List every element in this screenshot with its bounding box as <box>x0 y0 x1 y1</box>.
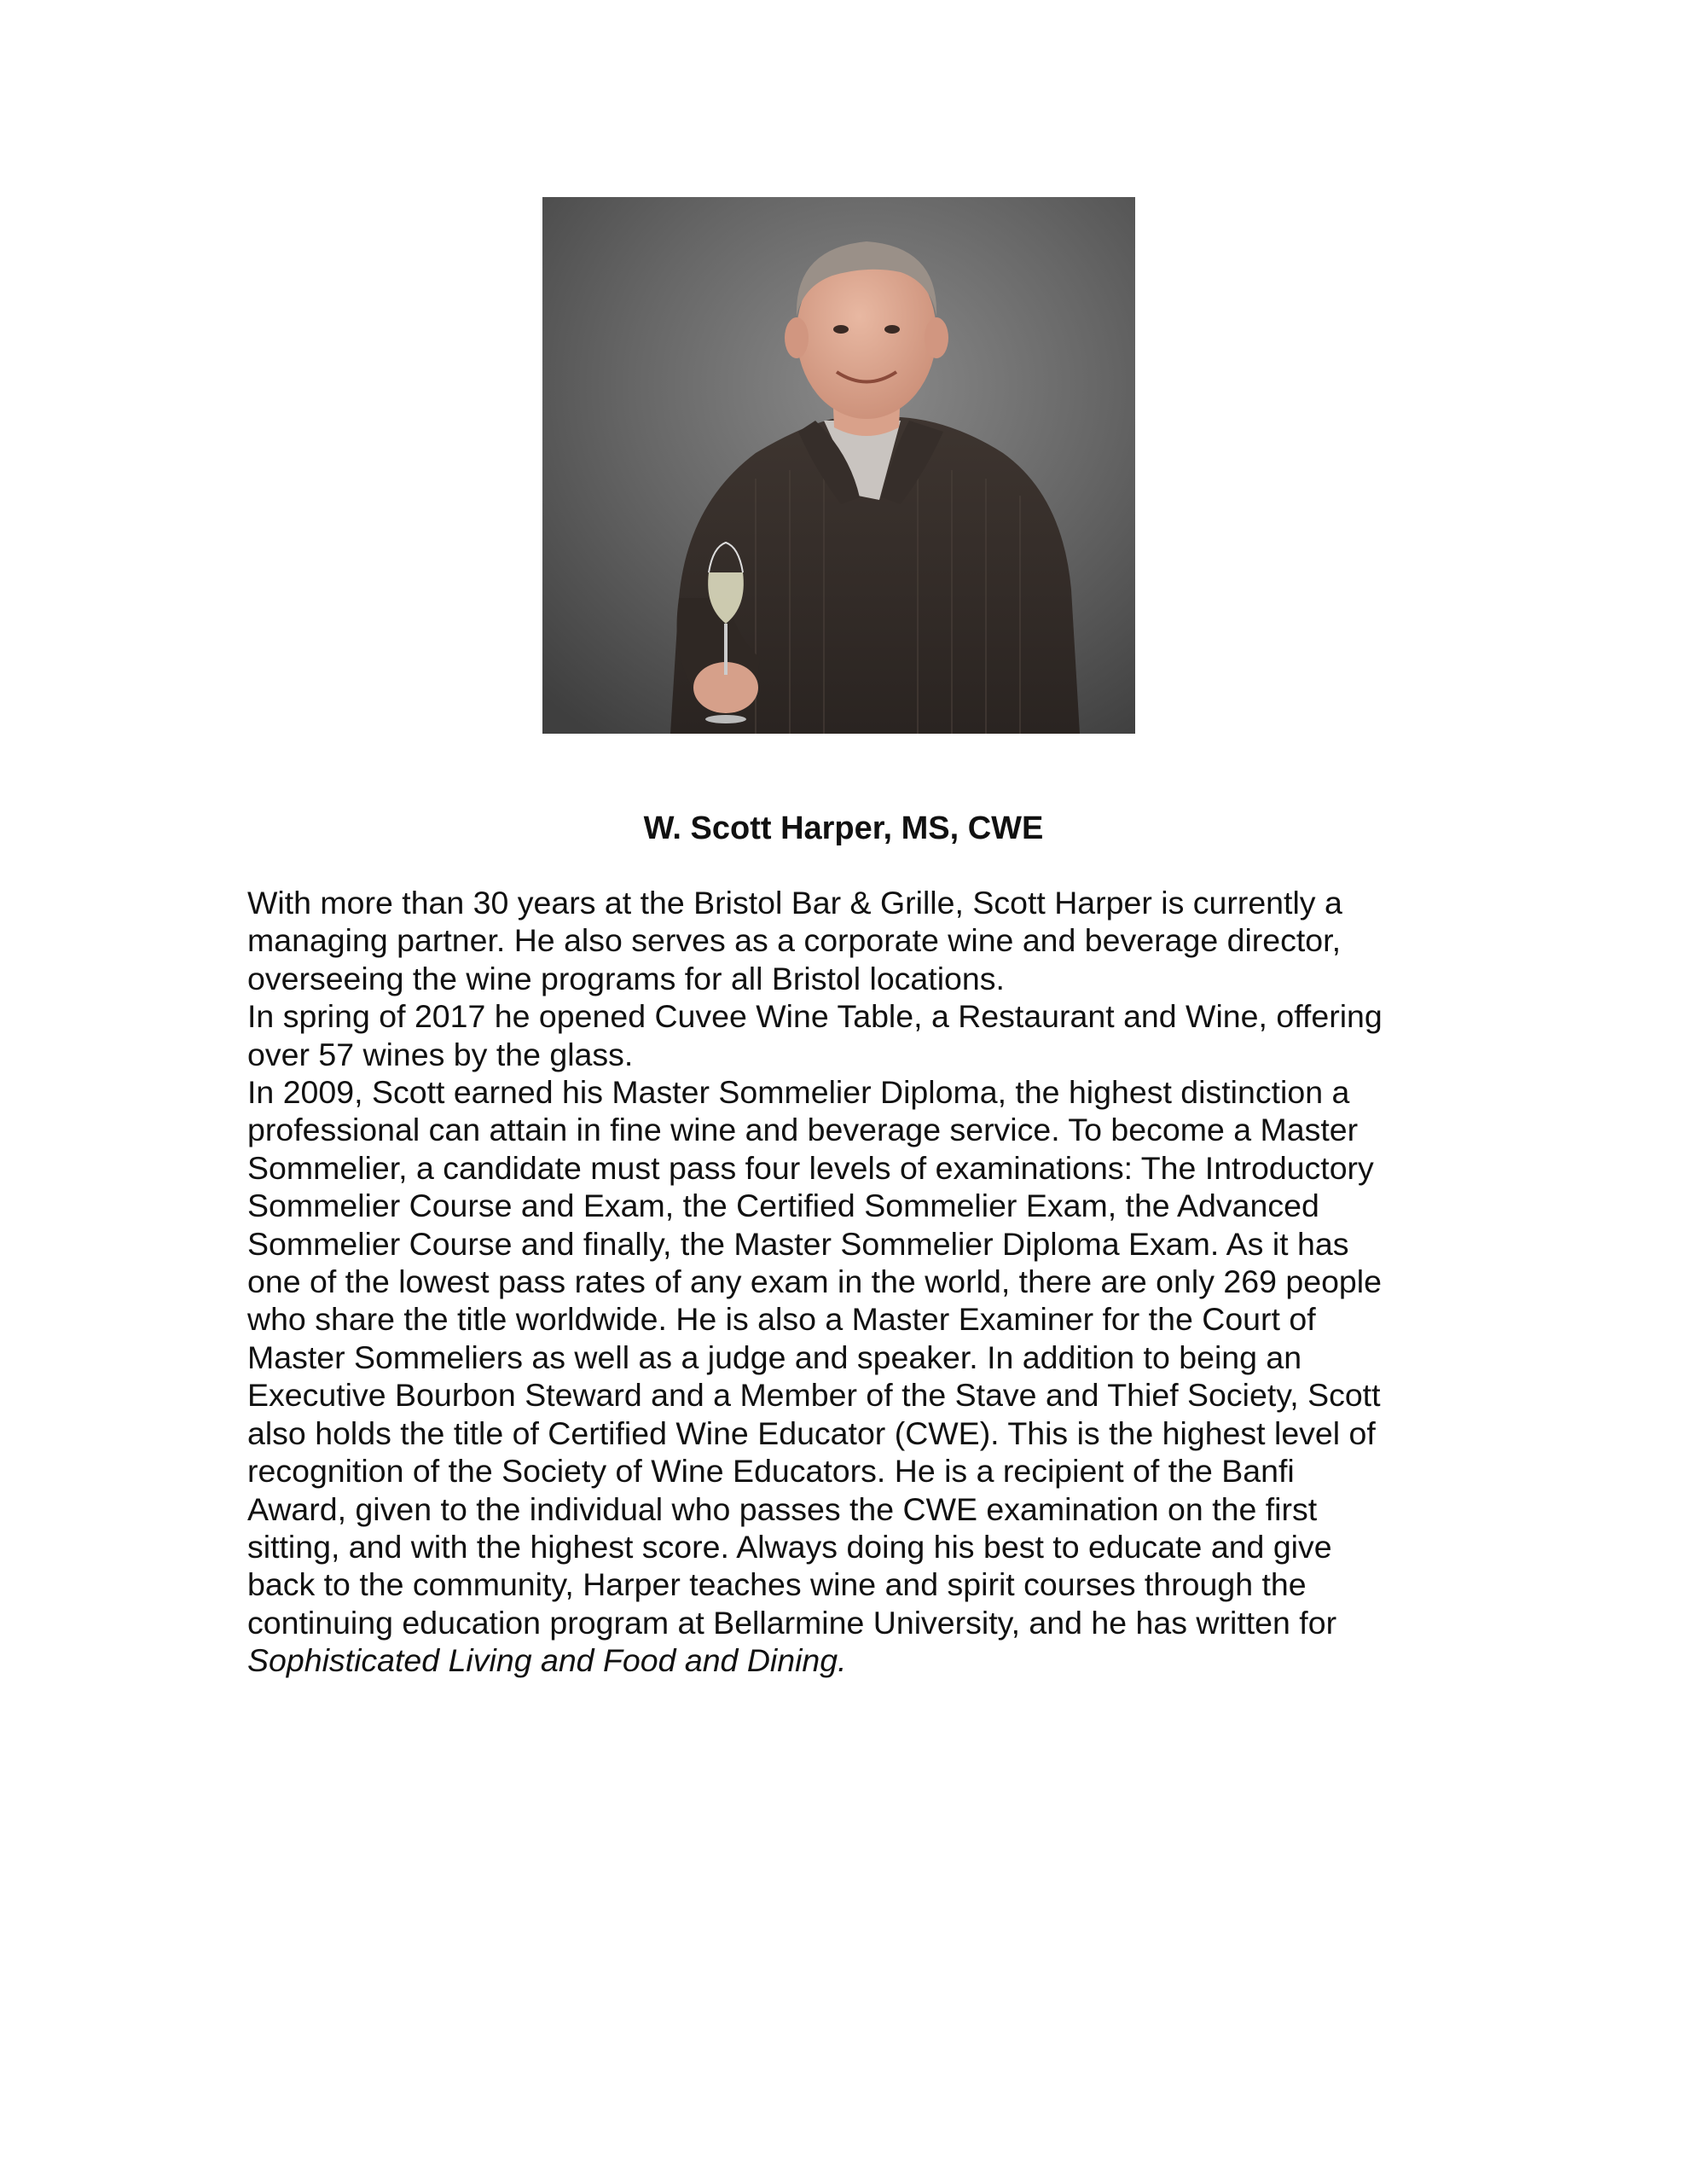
publication-titles: Sophisticated Living and Food and Dining. <box>247 1642 847 1679</box>
bio-line: Executive Bourbon Steward and a Member of the Stave and Thief Society, Scott <box>247 1377 1381 1414</box>
portrait-photo <box>542 197 1135 734</box>
bio-line: sitting, and with the highest score. Always doing his best to educate and give <box>247 1528 1332 1565</box>
bio-line: continuing education program at Bellarmine University, and he has written for <box>247 1604 1337 1641</box>
bio-line: professional can attain in fine wine and beverage service. To become a Master <box>247 1112 1359 1148</box>
bio-line: Master Sommeliers as well as a judge and speaker. In addition to being an <box>247 1339 1302 1375</box>
bio-line: recognition of the Society of Wine Educators. He is a recipient of the Banfi <box>247 1453 1295 1490</box>
bio-line: over 57 wines by the glass. <box>247 1036 634 1072</box>
bio-line: managing partner. He also serves as a corporate wine and beverage director, <box>247 922 1341 959</box>
bio-line: overseeing the wine programs for all Bristol locations. <box>247 960 1005 996</box>
bio-line: Sommelier Course and Exam, the Certified Sommelier Exam, the Advanced <box>247 1188 1319 1224</box>
bio-line: In 2009, Scott earned his Master Sommelier Diploma, the highest distinction a <box>247 1074 1350 1111</box>
bio-line: who share the title worldwide. He is also a Master Examiner for the Court of <box>247 1301 1316 1338</box>
bio-line: one of the lowest pass rates of any exam in the world, there are only 269 people <box>247 1263 1382 1300</box>
bio-line: With more than 30 years at the Bristol Bar & Grille, Scott Harper is currently a <box>247 885 1342 921</box>
portrait-illustration <box>542 197 1135 734</box>
bio-body <box>247 884 1458 1680</box>
bio-line: also holds the title of Certified Wine Educator (CWE). This is the highest level of <box>247 1414 1376 1451</box>
bio-line: Sommelier Course and finally, the Master Sommelier Diploma Exam. As it has <box>247 1225 1349 1262</box>
bio-line: back to the community, Harper teaches wine and spirit courses through the <box>247 1566 1307 1603</box>
bio-title: W. Scott Harper, MS, CWE <box>643 810 1044 846</box>
bio-line: Sommelier, a candidate must pass four levels of examinations: The Introductory <box>247 1149 1374 1186</box>
bio-line: Award, given to the individual who passes the CWE examination on the first <box>247 1490 1318 1527</box>
bio-line: In spring of 2017 he opened Cuvee Wine Table, a Restaurant and Wine, offering <box>247 998 1383 1035</box>
